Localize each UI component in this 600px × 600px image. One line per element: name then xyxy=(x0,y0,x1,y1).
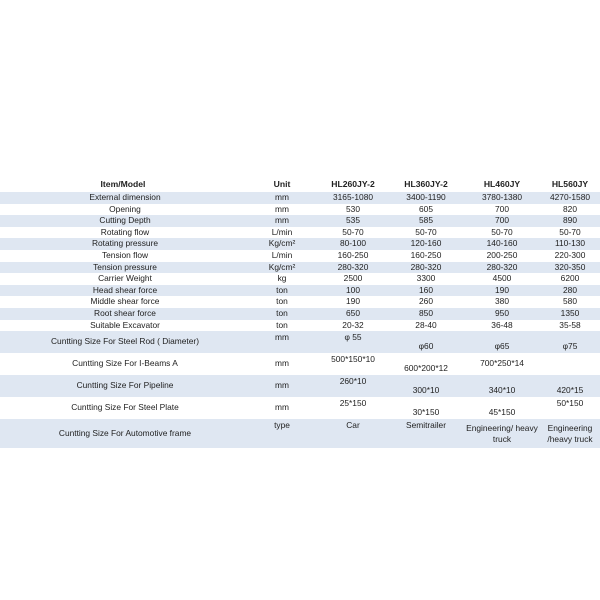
cell-value: Semitrailer xyxy=(388,419,464,448)
cell-value: 6200 xyxy=(540,273,600,285)
cell-value: 110-130 xyxy=(540,238,600,250)
row-unit: ton xyxy=(246,285,318,297)
cell-value: φ 55 xyxy=(318,331,388,353)
cell-value: 605 xyxy=(388,204,464,216)
header-model-hl460jy: HL460JY xyxy=(464,176,540,192)
cell-value: Engineering/ heavy truck xyxy=(464,419,540,448)
row-unit: L/min xyxy=(246,250,318,262)
cell-value: 280-320 xyxy=(388,262,464,274)
cell-value: 36-48 xyxy=(464,320,540,332)
cell-value: 700*250*14 xyxy=(464,353,540,375)
cell-value: 850 xyxy=(388,308,464,320)
row-label: Rotating flow xyxy=(0,227,246,239)
row-label: Tension pressure xyxy=(0,262,246,274)
header-model-hl360jy-2: HL360JY-2 xyxy=(388,176,464,192)
cell-value: 35-58 xyxy=(540,320,600,332)
table-row xyxy=(0,285,600,297)
cell-value: 200-250 xyxy=(464,250,540,262)
cell-value: 380 xyxy=(464,296,540,308)
cell-value: 700 xyxy=(464,215,540,227)
row-label: Cuntting Size For Pipeline xyxy=(0,375,246,397)
header-row xyxy=(0,176,600,192)
row-unit: type xyxy=(246,419,318,448)
cell-value: 2500 xyxy=(318,273,388,285)
cell-value: φ60 xyxy=(388,331,464,353)
table-row xyxy=(0,320,600,332)
cell-value: 190 xyxy=(464,285,540,297)
row-unit: L/min xyxy=(246,227,318,239)
row-label: Cutting Depth xyxy=(0,215,246,227)
cell-value: 160 xyxy=(388,285,464,297)
row-label: Cuntting Size For Steel Rod ( Diameter) xyxy=(0,331,246,353)
cell-value: 3780-1380 xyxy=(464,192,540,204)
row-unit: Kg/cm² xyxy=(246,262,318,274)
cell-value: 3300 xyxy=(388,273,464,285)
cell-value: 650 xyxy=(318,308,388,320)
table-row xyxy=(0,353,600,375)
row-label: Cuntting Size For Automotive frame xyxy=(0,419,246,448)
cell-value: 3400-1190 xyxy=(388,192,464,204)
table-row xyxy=(0,375,600,397)
cell-value: 50-70 xyxy=(318,227,388,239)
cell-value: 950 xyxy=(464,308,540,320)
row-unit: mm xyxy=(246,204,318,216)
row-unit: mm xyxy=(246,215,318,227)
cell-value: 260 xyxy=(388,296,464,308)
row-unit: mm xyxy=(246,192,318,204)
table-row xyxy=(0,250,600,262)
cell-value: 50-70 xyxy=(540,227,600,239)
table-row xyxy=(0,419,600,448)
row-unit: mm xyxy=(246,353,318,375)
table-row xyxy=(0,227,600,239)
cell-value: 280-320 xyxy=(464,262,540,274)
table-row xyxy=(0,215,600,227)
spec-table xyxy=(0,176,600,448)
cell-value: φ75 xyxy=(540,331,600,353)
cell-value: 50-70 xyxy=(464,227,540,239)
cell-value xyxy=(540,353,600,375)
row-label: Tension flow xyxy=(0,250,246,262)
table-row xyxy=(0,273,600,285)
cell-value: 530 xyxy=(318,204,388,216)
cell-value: 1350 xyxy=(540,308,600,320)
cell-value: 700 xyxy=(464,204,540,216)
table-row xyxy=(0,204,600,216)
table-row xyxy=(0,308,600,320)
row-label: Carrier Weight xyxy=(0,273,246,285)
cell-value: 3165-1080 xyxy=(318,192,388,204)
cell-value: 140-160 xyxy=(464,238,540,250)
cell-value: 585 xyxy=(388,215,464,227)
row-label: Cuntting Size For I-Beams A xyxy=(0,353,246,375)
cell-value: Car xyxy=(318,419,388,448)
row-label: External dimension xyxy=(0,192,246,204)
table-row xyxy=(0,262,600,274)
cell-value: 50*150 xyxy=(540,397,600,419)
cell-value: 160-250 xyxy=(388,250,464,262)
row-unit: ton xyxy=(246,308,318,320)
cell-value: 420*15 xyxy=(540,375,600,397)
row-unit: ton xyxy=(246,320,318,332)
cell-value: 28-40 xyxy=(388,320,464,332)
table-row xyxy=(0,397,600,419)
cell-value: 20-32 xyxy=(318,320,388,332)
row-label: Root shear force xyxy=(0,308,246,320)
cell-value: 25*150 xyxy=(318,397,388,419)
row-unit: kg xyxy=(246,273,318,285)
row-label: Rotating pressure xyxy=(0,238,246,250)
table-row xyxy=(0,331,600,353)
row-label: Head shear force xyxy=(0,285,246,297)
cell-value: 300*10 xyxy=(388,375,464,397)
row-label: Opening xyxy=(0,204,246,216)
cell-value: 280 xyxy=(540,285,600,297)
cell-value: 45*150 xyxy=(464,397,540,419)
cell-value: φ65 xyxy=(464,331,540,353)
cell-value: 580 xyxy=(540,296,600,308)
row-unit: Kg/cm² xyxy=(246,238,318,250)
cell-value: 260*10 xyxy=(318,375,388,397)
row-label: Cuntting Size For Steel Plate xyxy=(0,397,246,419)
cell-value: 4270-1580 xyxy=(540,192,600,204)
row-label: Middle shear force xyxy=(0,296,246,308)
header-model-hl260jy-2: HL260JY-2 xyxy=(318,176,388,192)
cell-value: 190 xyxy=(318,296,388,308)
cell-value: 100 xyxy=(318,285,388,297)
row-unit: mm xyxy=(246,397,318,419)
cell-value: 4500 xyxy=(464,273,540,285)
cell-value: 890 xyxy=(540,215,600,227)
header-item-model: Item/Model xyxy=(0,176,246,192)
cell-value: 80-100 xyxy=(318,238,388,250)
cell-value: 220-300 xyxy=(540,250,600,262)
cell-value: 280-320 xyxy=(318,262,388,274)
cell-value: 500*150*10 xyxy=(318,353,388,375)
cell-value: 50-70 xyxy=(388,227,464,239)
header-unit: Unit xyxy=(246,176,318,192)
table-row xyxy=(0,296,600,308)
table-row xyxy=(0,192,600,204)
cell-value: 120-160 xyxy=(388,238,464,250)
table-row xyxy=(0,238,600,250)
cell-value: 160-250 xyxy=(318,250,388,262)
header-model-hl560jy: HL560JY xyxy=(540,176,600,192)
row-label: Suitable Excavator xyxy=(0,320,246,332)
row-unit: mm xyxy=(246,375,318,397)
cell-value: 820 xyxy=(540,204,600,216)
cell-value: 535 xyxy=(318,215,388,227)
cell-value: 320-350 xyxy=(540,262,600,274)
row-unit: mm xyxy=(246,331,318,353)
cell-value: 600*200*12 xyxy=(388,353,464,375)
cell-value: 340*10 xyxy=(464,375,540,397)
cell-value: 30*150 xyxy=(388,397,464,419)
cell-value: Engineering /heavy truck xyxy=(540,419,600,448)
row-unit: ton xyxy=(246,296,318,308)
